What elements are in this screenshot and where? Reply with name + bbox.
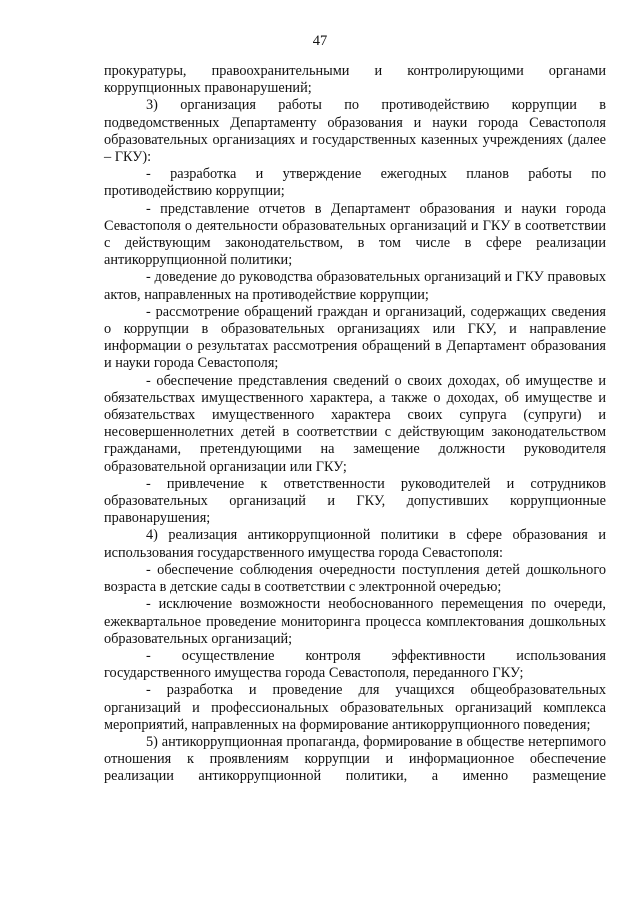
list-item: - привлечение к ответственности руководителей и сотрудников образовательных организаций и ГКУ, допустивших коррупционные правонарушения; (104, 475, 606, 527)
paragraph: 4) реализация антикоррупционной политики в сфере образования и использования государственного имущества города Севастополя: (104, 527, 606, 561)
paragraph: 3) организация работы по противодействию коррупции в подведомственных Департаменту образования и науки города Севастополя образовательных организациях и государственных казенных учреждениях (далее – ГКУ): (104, 97, 606, 166)
list-item: - обеспечение представления сведений о своих доходах, об имуществе и обязательствах имущественного характера, а также о доходах, об имуществе и обязательствах имущественного характера своих супруга (супруги) и несовершеннолетних детей в соответствии с действующим законодательством гражданами, претендующими на замещение должности руководителя образовательной организации или ГКУ; (104, 372, 606, 475)
paragraph: 5) антикоррупционная пропаганда, формирование в обществе нетерпимого отношения к проявлениям коррупции и информационное обеспечение реализации антикоррупционной политики, а именно размещение (104, 733, 606, 785)
list-item: - исключение возможности необоснованного перемещения по очереди, ежеквартальное проведение мониторинга процесса комплектования дошкольных образовательных организаций; (104, 596, 606, 647)
list-item: - разработка и утверждение ежегодных планов работы по противодействию коррупции; (104, 166, 606, 200)
list-item: - рассмотрение обращений граждан и организаций, содержащих сведения о коррупции в образовательных организациях или ГКУ, и направление информации о результатах рассмотрения обращений в Департамент образования и науки города Севастополя; (104, 303, 606, 372)
list-item: - разработка и проведение для учащихся общеобразовательных организаций и профессиональных образовательных организаций комплекса мероприятий, направленных на формирование антикоррупционного поведения; (104, 682, 606, 733)
page-number: 47 (312, 33, 328, 49)
list-item: - представление отчетов в Департамент образования и науки города Севастополя о деятельности образовательных организаций и ГКУ в соответствии с действующим законодательством, в том числе в сфере реализации антикоррупционной политики; (104, 200, 606, 269)
paragraph: прокуратуры, правоохранительными и контролирующими органами коррупционных правонарушений; (104, 63, 606, 97)
list-item: - доведение до руководства образовательных организаций и ГКУ правовых актов, направленных на противодействие коррупции; (104, 269, 606, 303)
list-item: - обеспечение соблюдения очередности поступления детей дошкольного возраста в детские сады в соответствии с электронной очередью; (104, 561, 606, 596)
document-body (104, 63, 606, 786)
list-item: - осуществление контроля эффективности использования государственного имущества города Севастополя, переданного ГКУ; (104, 647, 606, 682)
